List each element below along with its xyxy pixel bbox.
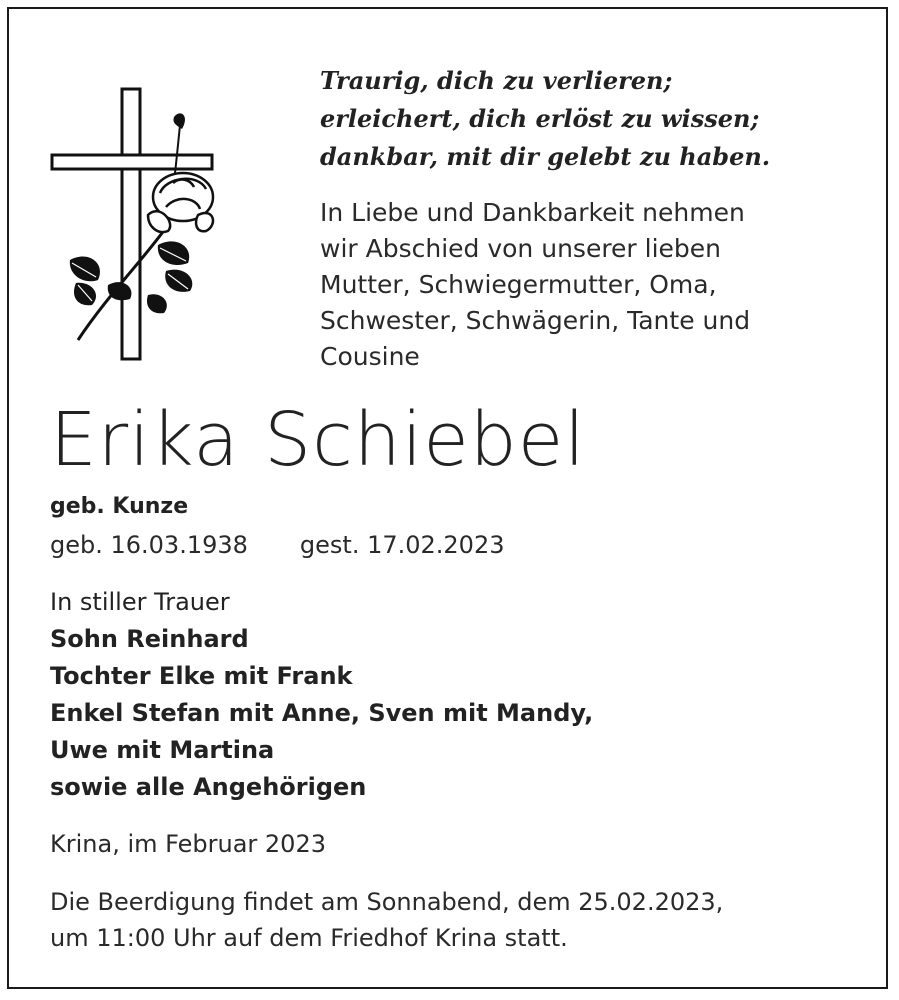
mourner-line: Tochter Elke mit Frank [50,662,353,690]
cross-with-rose-icon [48,85,218,365]
intro-line: wir Abschied von unserer lieben [320,234,722,263]
funeral-info [50,884,850,956]
mourners-heading: In stiller Trauer [50,588,230,616]
intro-line: Schwester, Schwägerin, Tante und [320,306,751,335]
funeral-line: um 11:00 Uhr auf dem Friedhof Krina statt. [50,924,568,952]
mourners [50,584,593,806]
birth-date: geb. 16.03.1938 [50,531,248,559]
intro-line: Mutter, Schwiegermutter, Oma, [320,270,717,299]
funeral-line: Die Beerdigung findet am Sonnabend, dem 25.02.2023, [50,888,724,916]
mourner-line: Sohn Reinhard [50,625,249,653]
poem-line: Traurig, dich zu verlieren; [320,66,673,95]
poem [320,62,770,176]
intro-line: In Liebe und Dankbarkeit nehmen [320,198,745,227]
poem-line: dankbar, mit dir gelebt zu haben. [320,142,771,171]
birth-name: geb. Kunze [50,494,189,519]
mourner-line: sowie alle Angehörigen [50,773,367,801]
place-date: Krina, im Februar 2023 [50,830,326,858]
deceased-name: Erika Schiebel [50,397,586,483]
death-date: gest. 17.02.2023 [299,531,505,559]
life-dates [50,527,505,563]
intro-text [320,195,840,375]
poem-line: erleichert, dich erlöst zu wissen; [320,104,760,133]
mourner-line: Enkel Stefan mit Anne, Sven mit Mandy, [50,699,594,727]
mourner-line: Uwe mit Martina [50,736,275,764]
intro-line: Cousine [320,342,420,371]
